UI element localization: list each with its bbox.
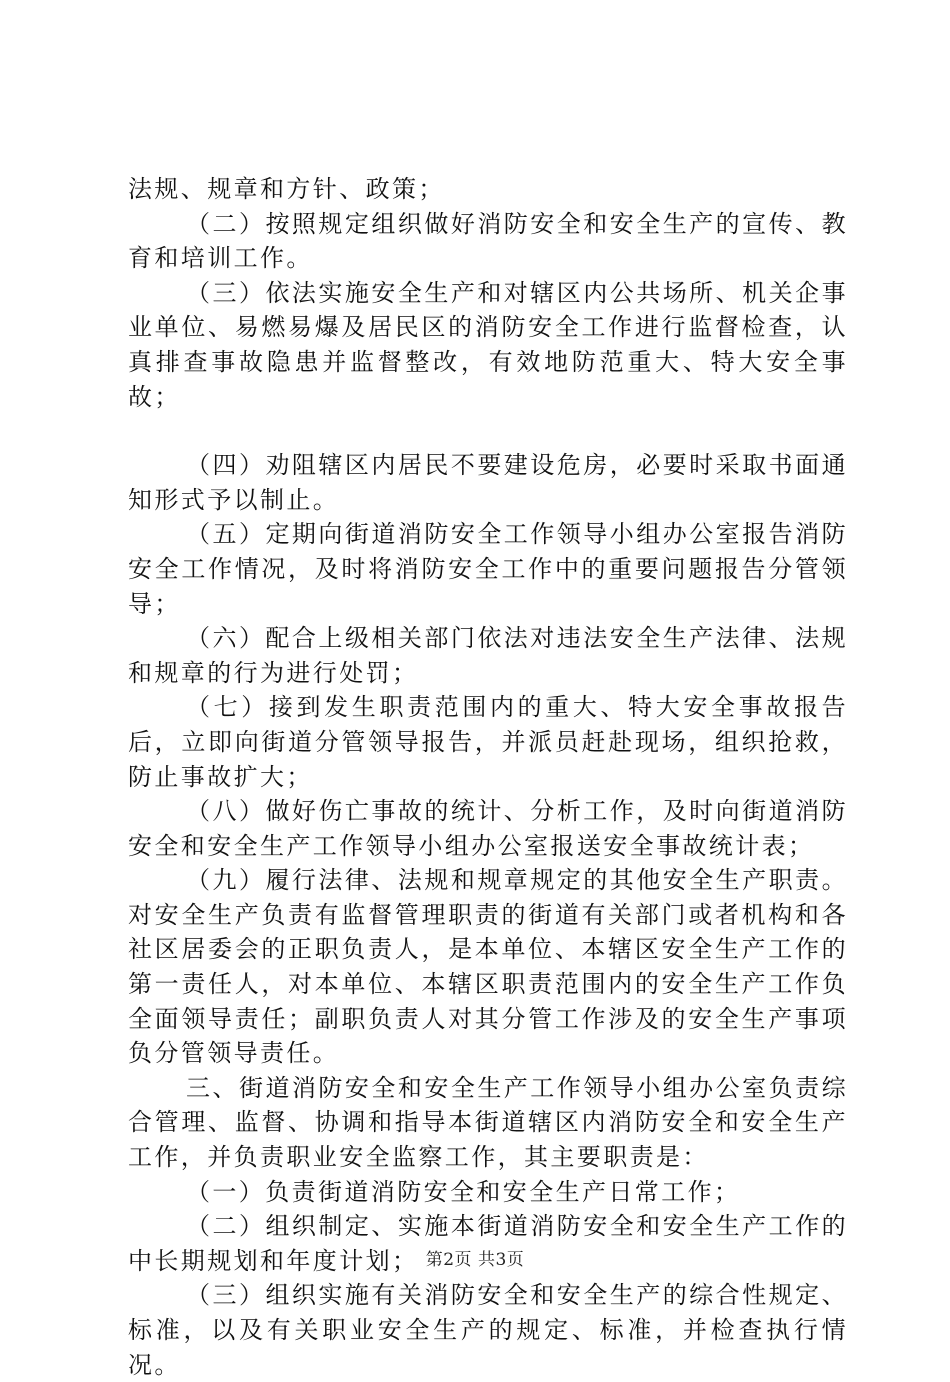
paragraph-item-5: （五）定期向街道消防安全工作领导小组办公室报告消防安全工作情况，及时将消防安全工作中的重要问题报告分管领导； (128, 520, 848, 618)
paragraph-item-7: （七）接到发生职责范围内的重大、特大安全事故报告后，立即向街道分管领导报告，并派员赶赴现场，组织抢救，防止事故扩大； (128, 693, 848, 791)
page-number-footer: 第2页 共3页 (425, 1250, 525, 1270)
paragraph-duty-2: （二）组织制定、实施本街道消防安全和安全生产工作的中长期规划和年度计划； (128, 1212, 848, 1275)
paragraph-section-3: 三、街道消防安全和安全生产工作领导小组办公室负责综合管理、监督、协调和指导本街道辖区内消防安全和安全生产工作，并负责职业安全监察工作，其主要职责是： (128, 1073, 848, 1172)
paragraph-item-9: （九）履行法律、法规和规章规定的其他安全生产职责。对安全生产负责有监督管理职责的街道有关部门或者机构和各社区居委会的正职负责人，是本单位、本辖区安全生产工作的第一责任人，对本单位、本辖区职责范围内的安全生产工作负全面领导责任；副职负责人对其分管工作涉及的安全生产事项负分管领导责任。 (128, 866, 848, 1068)
paragraph-item-8: （八）做好伤亡事故的统计、分析工作，及时向街道消防安全和安全生产工作领导小组办公室报送安全事故统计表； (128, 797, 848, 860)
paragraph-continuation: 法规、规章和方针、政策； (128, 175, 445, 203)
paragraph-item-4: （四）劝阻辖区内居民不要建设危房，必要时采取书面通知形式予以制止。 (128, 451, 848, 514)
document-body (128, 172, 848, 1382)
paragraph-item-3: （三）依法实施安全生产和对辖区内公共场所、机关企事业单位、易燃易爆及居民区的消防安全工作进行监督检查，认真排查事故隐患并监督整改，有效地防范重大、特大安全事故； (128, 278, 848, 411)
paragraph-item-2: （二）按照规定组织做好消防安全和安全生产的宣传、教育和培训工作。 (128, 209, 848, 273)
paragraph-duty-1: （一）负责街道消防安全和安全生产日常工作； (186, 1177, 741, 1206)
paragraph-item-6: （六）配合上级相关部门依法对违法安全生产法律、法规和规章的行为进行处罚； (128, 624, 848, 687)
paragraph-duty-3: （三）组织实施有关消防安全和安全生产的综合性规定、标准，以及有关职业安全生产的规定、标准，并检查执行情况。 (128, 1281, 848, 1379)
